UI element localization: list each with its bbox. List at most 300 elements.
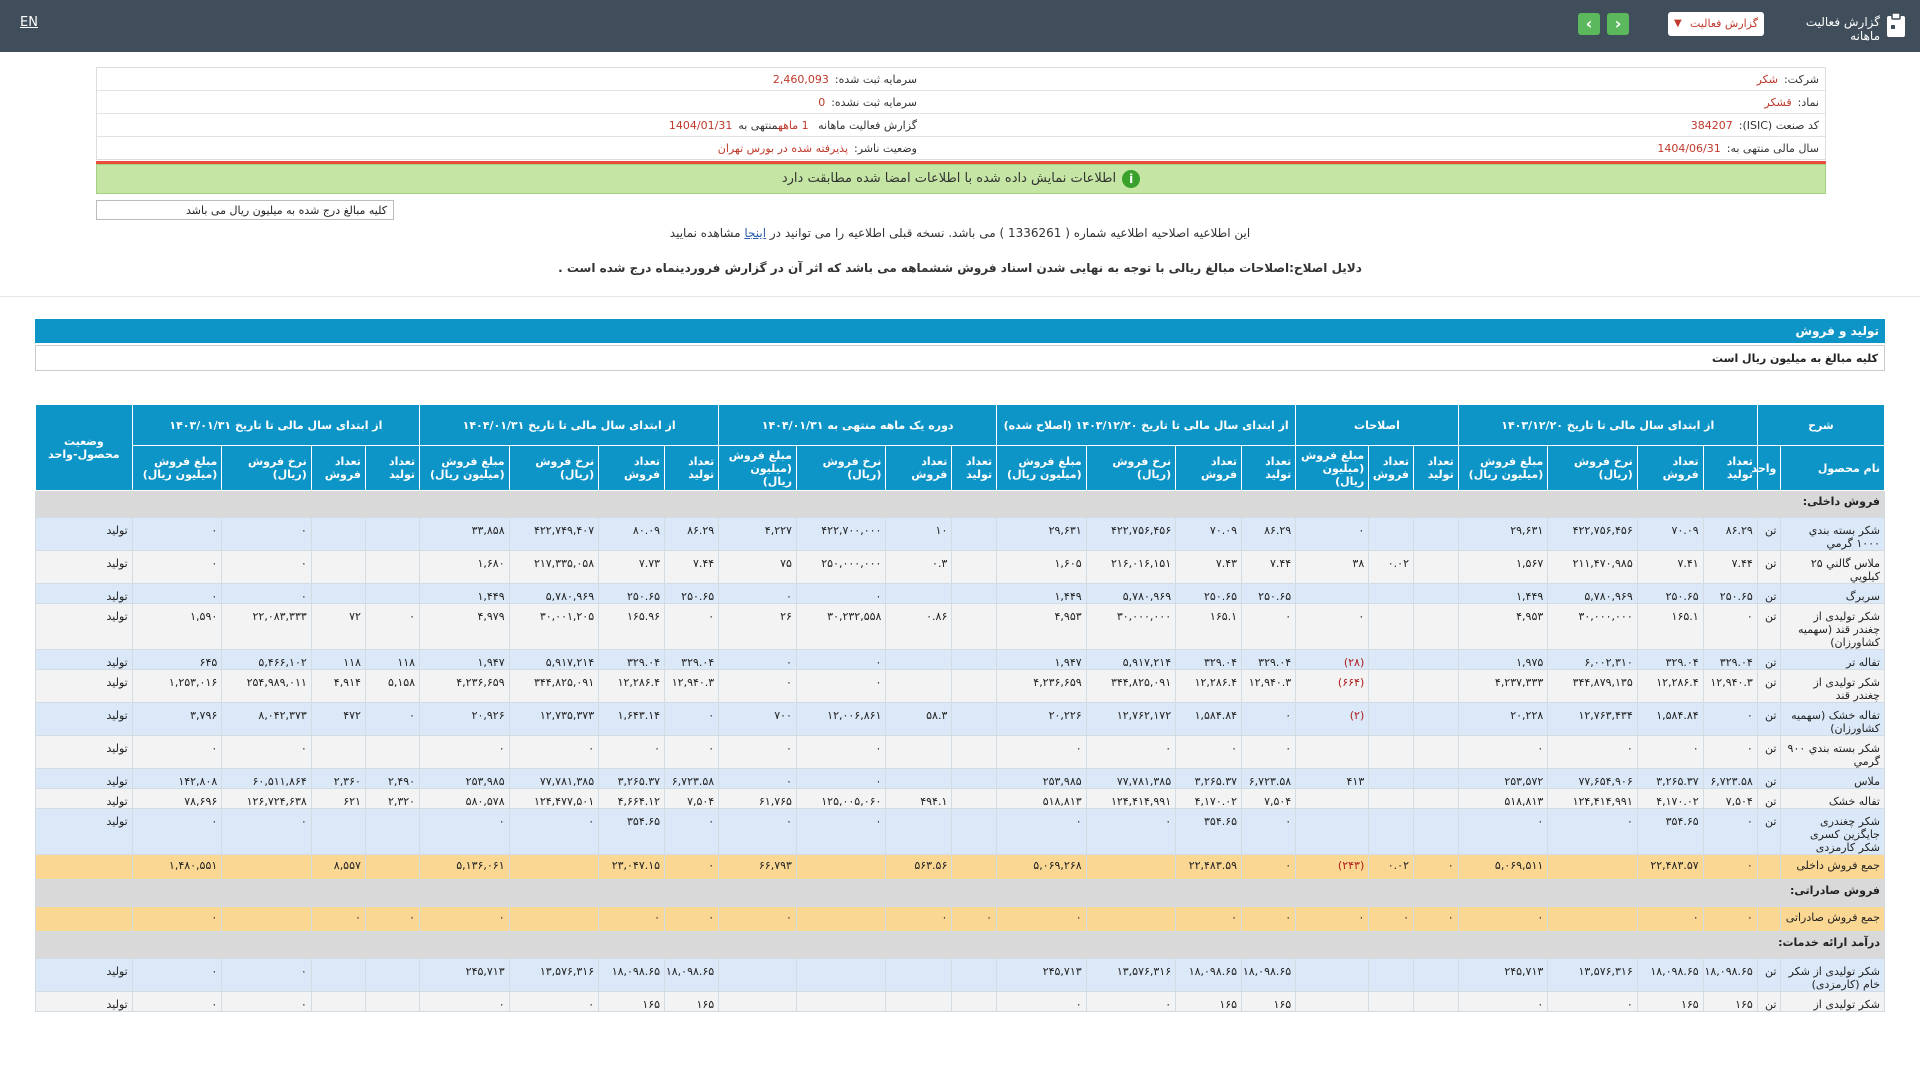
isic-label: کد صنعت (ISIC): (1738, 119, 1819, 132)
table-cell: ۰ (509, 736, 598, 769)
table-cell: ۶۲۱ (311, 789, 365, 809)
table-cell: تفاله تر (1781, 650, 1885, 670)
table-cell (222, 855, 311, 880)
table-cell: ۰ (719, 584, 797, 604)
table-cell (1413, 703, 1458, 736)
table-cell: ۲۰,۲۲۸ (1458, 703, 1548, 736)
table-cell (1548, 855, 1637, 880)
table-cell: ۳۲۹.۰۴ (1242, 650, 1296, 670)
table-column-header: تعداد تولید (952, 446, 997, 491)
table-cell: ۰ (1413, 907, 1458, 932)
table-cell (1413, 584, 1458, 604)
table-cell: ۰ (1703, 604, 1757, 650)
table-cell: ۰ (132, 959, 222, 992)
table-cell: ۷۵ (719, 551, 797, 584)
table-cell: ۰ (997, 907, 1087, 932)
table-cell: ۰ (132, 736, 222, 769)
table-cell: ۱,۶۸۰ (420, 551, 510, 584)
table-cell (1369, 769, 1414, 789)
table-cell: ۰ (796, 650, 885, 670)
table-row (36, 992, 1885, 1012)
table-cell: ۲۲,۴۸۳.۵۷ (1637, 855, 1703, 880)
table-cell: تولید (36, 650, 133, 670)
table-cell: ۰ (222, 959, 311, 992)
table-cell (796, 959, 885, 992)
table-cell: ۵,۹۱۷,۲۱۴ (1086, 650, 1175, 670)
table-column-header: مبلغ فروش (میلیون ریال) (1296, 446, 1369, 491)
table-cell: ۰ (719, 650, 797, 670)
table-cell: ۴۱۳ (1296, 769, 1369, 789)
table-cell (1369, 809, 1414, 855)
table-cell: ۲۹,۶۳۱ (1458, 518, 1548, 551)
table-cell: تن (1757, 584, 1781, 604)
table-cell: ۸۶.۲۹ (1242, 518, 1296, 551)
table-cell: ۰ (1703, 907, 1757, 932)
table-cell: ۷.۴۴ (1703, 551, 1757, 584)
table-cell: ۰ (420, 907, 510, 932)
table-cell: جمع فروش صادراتی (1781, 907, 1885, 932)
table-cell: ۳۵۴.۶۵ (1176, 809, 1242, 855)
table-cell (509, 855, 598, 880)
capital-registered-label: سرمایه ثبت شده: (834, 73, 917, 86)
table-column-header: نرخ فروش (ریال) (1548, 446, 1637, 491)
period-label: گزارش فعالیت ماهانه (818, 119, 917, 132)
table-cell: ۲۳,۰۴۷.۱۵ (599, 855, 665, 880)
table-cell: ۰ (599, 736, 665, 769)
table-section-label: فروش داخلی: (36, 491, 1885, 518)
table-cell: ۴,۱۷۰.۰۲ (1176, 789, 1242, 809)
table-cell: ۵۶۳.۵۶ (886, 855, 952, 880)
table-cell: تولید (36, 604, 133, 650)
table-group-header-cell: از ابتدای سال مالی تا تاریخ ۱۴۰۴/۰۱/۳۱ (420, 405, 719, 446)
table-cell: ۰ (1296, 604, 1369, 650)
table-cell: ۰ (665, 907, 719, 932)
table-cell: ۰ (665, 604, 719, 650)
table-cell: ۱,۴۸۰,۵۵۱ (132, 855, 222, 880)
table-column-header: تعداد تولید (1242, 446, 1296, 491)
table-cell: ۱۲۴,۴۱۴,۹۹۱ (1086, 789, 1175, 809)
table-cell: ۰ (1413, 855, 1458, 880)
table-cell (1369, 604, 1414, 650)
report-type-value: گزارش فعالیت (1690, 17, 1758, 30)
table-cell: ۰ (1242, 703, 1296, 736)
table-cell: تن (1757, 789, 1781, 809)
table-cell: ۳,۲۶۵.۳۷ (1637, 769, 1703, 789)
table-cell: ۴,۹۱۴ (311, 670, 365, 703)
table-cell: ۳۵۴.۶۵ (1637, 809, 1703, 855)
table-cell: ۱۸,۰۹۸.۶۵ (599, 959, 665, 992)
table-cell: ۶۱,۷۶۵ (719, 789, 797, 809)
table-cell: ۸,۰۴۲,۳۷۳ (222, 703, 311, 736)
table-cell: ۴,۲۲۷ (719, 518, 797, 551)
table-column-header: تعداد تولید (1703, 446, 1757, 491)
table-cell: ۰ (886, 907, 952, 932)
table-cell: ۰ (311, 907, 365, 932)
table-cell: ۷۲ (311, 604, 365, 650)
table-cell: ۴,۹۵۳ (997, 604, 1087, 650)
table-cell: ۳۲۹.۰۴ (599, 650, 665, 670)
table-cell: ۳۴۴,۸۲۵,۰۹۱ (509, 670, 598, 703)
info-row (97, 137, 1825, 159)
table-cell: ۰.۰۲ (1369, 551, 1414, 584)
table-cell: تفاله خشک (سهمیه کشاورزان) (1781, 703, 1885, 736)
table-cell: ۰ (997, 736, 1087, 769)
table-cell: ۰ (599, 907, 665, 932)
table-cell (1296, 992, 1369, 1012)
table-cell: شکر تولیدی از چغندر قند (1781, 670, 1885, 703)
table-cell: شکر تولیدی از (1781, 992, 1885, 1012)
table-cell (952, 959, 997, 992)
table-cell: ۱۶۵ (665, 992, 719, 1012)
table-cell: ۷۰.۰۹ (1176, 518, 1242, 551)
table-cell (1296, 809, 1369, 855)
table-cell (365, 809, 419, 855)
table-cell (1413, 551, 1458, 584)
table-cell (311, 584, 365, 604)
table-column-header: مبلغ فروش (میلیون ریال) (420, 446, 510, 491)
table-cell: ۳۴۴,۸۷۹,۱۳۵ (1548, 670, 1637, 703)
table-cell: ۲۵۰.۶۵ (599, 584, 665, 604)
publisher-status-value: پذیرفته شده در بورس تهران (717, 142, 849, 155)
table-cell: ملاس گالني ۲۵ كيلويي (1781, 551, 1885, 584)
table-column-header: واحد (1757, 446, 1781, 491)
table-cell: ۰ (796, 584, 885, 604)
table-cell: ۲۲,۴۸۳.۵۹ (1176, 855, 1242, 880)
table-cell: ۱,۵۶۷ (1458, 551, 1548, 584)
table-cell: ۱,۴۴۹ (420, 584, 510, 604)
table-cell: ۰ (1458, 992, 1548, 1012)
info-row (97, 68, 1825, 91)
table-cell: ۶۰,۵۱۱,۸۶۴ (222, 769, 311, 789)
table-cell: ۰ (1369, 907, 1414, 932)
table-column-header: تعداد تولید (365, 446, 419, 491)
table-cell: ۵,۱۵۸ (365, 670, 419, 703)
table-cell (1296, 789, 1369, 809)
table-cell (1413, 650, 1458, 670)
table-cell: ۰ (1637, 907, 1703, 932)
table-cell: ۰ (222, 992, 311, 1012)
table-cell: ۴۹۴.۱ (886, 789, 952, 809)
table-cell: ۰ (665, 809, 719, 855)
table-cell: ۰ (1242, 855, 1296, 880)
fiscal-year-label: سال مالی منتهی به: (1726, 142, 1819, 155)
prev-arrow-button[interactable]: ‹ (1578, 13, 1600, 35)
table-cell: ۲۰,۹۲۶ (420, 703, 510, 736)
table-cell: ملاس (1781, 769, 1885, 789)
table-group-header-cell: دوره یک ماهه منتهی به ۱۴۰۴/۰۱/۳۱ (719, 405, 997, 446)
table-cell: ۳,۲۶۵.۳۷ (1176, 769, 1242, 789)
table-cell: ۱۲۵,۰۰۵,۰۶۰ (796, 789, 885, 809)
table-cell: ۰.۰۲ (1369, 855, 1414, 880)
table-cell: ۳۰,۰۰۰,۰۰۰ (1548, 604, 1637, 650)
info-row (97, 114, 1825, 137)
table-cell: ۳۲۹.۰۴ (1703, 650, 1757, 670)
table-cell: ۲۵۰.۶۵ (1703, 584, 1757, 604)
table-cell: ۳۰,۰۰۰,۰۰۰ (1086, 604, 1175, 650)
table-cell: ۴۲۲,۷۰۰,۰۰۰ (796, 518, 885, 551)
table-cell (886, 769, 952, 789)
unit-note: کلیه مبالغ درج شده به میلیون ریال می باشد (96, 200, 394, 220)
table-cell (311, 992, 365, 1012)
table-cell (952, 809, 997, 855)
table-cell: ۱۸,۰۹۸.۶۵ (665, 959, 719, 992)
table-cell (952, 703, 997, 736)
table-cell (1369, 959, 1414, 992)
clipboard-icon (1886, 12, 1906, 38)
table-cell: ۲۵۰.۶۵ (1176, 584, 1242, 604)
table-cell (719, 959, 797, 992)
table-cell (1413, 809, 1458, 855)
table-cell: ۶,۷۲۳.۵۸ (1703, 769, 1757, 789)
table-cell: ۰ (509, 809, 598, 855)
table-cell: ۰ (665, 703, 719, 736)
table-cell: ۰ (997, 809, 1087, 855)
table-cell: ۱۳,۵۷۶,۳۱۶ (509, 959, 598, 992)
table-cell: ۱۸,۰۹۸.۶۵ (1703, 959, 1757, 992)
table-cell: ۴,۱۷۰.۰۲ (1637, 789, 1703, 809)
table-cell: ۲,۳۲۰ (365, 789, 419, 809)
table-cell: تن (1757, 670, 1781, 703)
table-cell: ۱۲,۲۸۶.۴ (599, 670, 665, 703)
table-cell (952, 855, 997, 880)
table-cell: ۷.۴۴ (665, 551, 719, 584)
table-cell: ۵,۷۸۰,۹۶۹ (1086, 584, 1175, 604)
chevron-down-icon: ▼ (1674, 18, 1682, 29)
table-row (36, 584, 1885, 604)
table-cell: ۸۶.۲۹ (1703, 518, 1757, 551)
table-cell: ۴,۹۵۳ (1458, 604, 1548, 650)
table-cell: (۲۸) (1296, 650, 1369, 670)
table-cell: ۳۳,۸۵۸ (420, 518, 510, 551)
table-cell: تن (1757, 551, 1781, 584)
capital-registered-value: 2,460,093 (772, 73, 829, 86)
period-end-label: منتهی به (738, 119, 779, 132)
section-title: تولید و فروش (35, 319, 1885, 343)
table-cell: ۰ (1242, 809, 1296, 855)
previous-version-link[interactable]: اینجا (744, 226, 767, 240)
table-cell: ۱۲,۹۴۰.۳ (1242, 670, 1296, 703)
table-section-row (36, 932, 1885, 959)
table-cell: ۱۲,۷۶۳,۴۳۴ (1548, 703, 1637, 736)
table-cell (952, 604, 997, 650)
table-cell: ۱۲,۷۶۲,۱۷۲ (1086, 703, 1175, 736)
company-value[interactable]: شکر (1756, 73, 1778, 86)
table-cell: ۶,۷۲۳.۵۸ (665, 769, 719, 789)
table-row (36, 650, 1885, 670)
table-cell: ۱,۴۴۹ (997, 584, 1087, 604)
table-cell: ۷.۴۳ (1176, 551, 1242, 584)
table-cell: ۰ (1242, 604, 1296, 650)
table-cell: ۰ (1703, 855, 1757, 880)
table-cell: ۶۶,۷۹۳ (719, 855, 797, 880)
table-cell (952, 992, 997, 1012)
table-cell: ۸,۵۵۷ (311, 855, 365, 880)
table-cell: ۲۱۶,۰۱۶,۱۵۱ (1086, 551, 1175, 584)
period-end-value: 1404/01/31 (668, 119, 733, 132)
table-cell: ۰ (509, 992, 598, 1012)
table-column-header: تعداد تولید (665, 446, 719, 491)
table-cell: ۰ (132, 809, 222, 855)
table-cell (311, 518, 365, 551)
table-cell (1086, 855, 1175, 880)
table-cell: ۱۶۵.۱ (1176, 604, 1242, 650)
table-cell (952, 518, 997, 551)
table-total-row (36, 855, 1885, 880)
table-cell: ۱,۹۷۵ (1458, 650, 1548, 670)
table-cell: ۴۲۲,۷۵۶,۴۵۶ (1086, 518, 1175, 551)
table-cell: ۳۴۴,۸۲۵,۰۹۱ (1086, 670, 1175, 703)
table-cell: ۲۵۳,۵۷۲ (1458, 769, 1548, 789)
table-cell: ۲۴۵,۷۱۳ (1458, 959, 1548, 992)
table-cell: ۳۰,۲۳۲,۵۵۸ (796, 604, 885, 650)
table-cell: ۰ (1242, 736, 1296, 769)
table-cell (311, 551, 365, 584)
table-group-header-cell: از ابتدای سال مالی تا تاریخ ۱۴۰۳/۱۲/۲۰ (اصلاح شده) (997, 405, 1296, 446)
info-row (97, 91, 1825, 114)
table-cell (1413, 736, 1458, 769)
table-cell (36, 907, 133, 932)
table-cell (952, 670, 997, 703)
table-cell: ۷,۵۰۴ (1242, 789, 1296, 809)
table-cell: ۸۰.۰۹ (599, 518, 665, 551)
table-cell: ۱۳,۵۷۶,۳۱۶ (1086, 959, 1175, 992)
table-cell: ۶,۰۰۲,۳۱۰ (1548, 650, 1637, 670)
production-sales-table-wrap (35, 404, 1885, 1012)
table-cell: ۵,۴۶۶,۱۰۲ (222, 650, 311, 670)
table-cell: ۰ (1176, 907, 1242, 932)
table-cell: ۰ (796, 670, 885, 703)
table-cell: شکر تولیدی از چغندر قند (سهمیه کشاورزان) (1781, 604, 1885, 650)
table-cell: جمع فروش داخلی (1781, 855, 1885, 880)
capital-unregistered-label: سرمایه ثبت نشده: (831, 96, 917, 109)
table-cell (311, 809, 365, 855)
symbol-value[interactable]: قشکر (1764, 96, 1792, 109)
table-cell (886, 670, 952, 703)
table-cell: ۴,۲۳۷,۳۳۳ (1458, 670, 1548, 703)
table-cell: ۰ (719, 907, 797, 932)
table-cell: ۷,۵۰۴ (665, 789, 719, 809)
table-cell: تفاله خشک (1781, 789, 1885, 809)
table-cell: ۱۲,۹۴۰.۳ (665, 670, 719, 703)
table-group-header-cell: اصلاحات (1296, 405, 1459, 446)
table-cell: ۰ (1637, 736, 1703, 769)
table-cell (1548, 907, 1637, 932)
symbol-label: نماد: (1797, 96, 1819, 109)
table-cell: ۲۱۷,۳۳۵,۰۵۸ (509, 551, 598, 584)
table-row (36, 551, 1885, 584)
table-cell: شکر بسته بندي ۱۰۰۰ گرمي (1781, 518, 1885, 551)
table-cell (886, 650, 952, 670)
table-cell: ۷.۷۳ (599, 551, 665, 584)
table-cell (365, 551, 419, 584)
table-cell: ۳۸ (1296, 551, 1369, 584)
table-cell: ۵۱۸,۸۱۳ (1458, 789, 1548, 809)
next-arrow-button[interactable]: › (1607, 13, 1629, 35)
table-cell: ۰ (952, 907, 997, 932)
table-cell: ۰ (796, 769, 885, 789)
table-cell: ۴۲۲,۷۵۶,۴۵۶ (1548, 518, 1637, 551)
table-cell: ۲۰,۲۲۶ (997, 703, 1087, 736)
table-column-header: نرخ فروش (ریال) (222, 446, 311, 491)
table-total-row (36, 907, 1885, 932)
table-cell (365, 959, 419, 992)
report-type-select[interactable] (1668, 12, 1764, 36)
table-cell: ۰ (222, 809, 311, 855)
table-cell: ۷۰.۰۹ (1637, 518, 1703, 551)
table-cell: ۱۸,۰۹۸.۶۵ (1637, 959, 1703, 992)
table-cell: ۷۷,۷۸۱,۳۸۵ (509, 769, 598, 789)
table-section-label: درآمد ارائه خدمات: (36, 932, 1885, 959)
table-cell: ۲۲,۰۸۳,۳۳۳ (222, 604, 311, 650)
table-cell: ۱,۲۵۳,۰۱۶ (132, 670, 222, 703)
table-cell: ۳۲۹.۰۴ (1637, 650, 1703, 670)
table-cell (1757, 855, 1781, 880)
table-cell (952, 736, 997, 769)
table-cell: ۱,۶۴۳.۱۴ (599, 703, 665, 736)
table-cell: ۵,۹۱۷,۲۱۴ (509, 650, 598, 670)
table-cell: تولید (36, 736, 133, 769)
table-cell: ۵,۱۳۶,۰۶۱ (420, 855, 510, 880)
table-column-header: تعداد فروش (1637, 446, 1703, 491)
table-cell: ۱۶۵.۹۶ (599, 604, 665, 650)
page-title: گزارش فعالیت ماهانه (1805, 15, 1880, 43)
table-cell: ۵,۰۶۹,۲۶۸ (997, 855, 1087, 880)
table-cell (1413, 789, 1458, 809)
language-switch[interactable]: EN (20, 15, 38, 30)
table-cell (365, 584, 419, 604)
table-cell: ۰ (719, 736, 797, 769)
table-cell (1296, 959, 1369, 992)
table-column-header: مبلغ فروش (میلیون ریال) (132, 446, 222, 491)
table-cell (796, 907, 885, 932)
table-cell: ۱,۴۴۹ (1458, 584, 1548, 604)
table-cell: ۲۵۰,۰۰۰,۰۰۰ (796, 551, 885, 584)
table-cell (365, 855, 419, 880)
table-cell: ۰ (1548, 736, 1637, 769)
table-cell: ۱,۶۰۵ (997, 551, 1087, 584)
table-section-row (36, 880, 1885, 907)
divider (0, 296, 1920, 297)
table-row (36, 769, 1885, 789)
table-cell: ۰ (1703, 809, 1757, 855)
table-cell: ۰ (1548, 992, 1637, 1012)
table-cell: تولید (36, 959, 133, 992)
table-cell: ۱۸,۰۹۸.۶۵ (1176, 959, 1242, 992)
table-cell: ۷۷,۶۵۴,۹۰۶ (1548, 769, 1637, 789)
amendment-reason: دلایل اصلاح:اصلاحات مبالغ ریالی با توجه به نهایی شدن اسناد فروش ششماهه می باشد که اثر آن در گزارش فروردینماه درج شده است . (558, 261, 1362, 275)
table-cell (1369, 650, 1414, 670)
production-sales-table (35, 404, 1885, 1012)
table-cell: ۱۶۵ (1703, 992, 1757, 1012)
table-cell: تولید (36, 769, 133, 789)
table-cell: ۰ (719, 809, 797, 855)
company-info-panel (96, 67, 1826, 160)
table-cell: ۰ (365, 604, 419, 650)
table-cell: تولید (36, 518, 133, 551)
table-cell: ۴,۲۳۶,۶۵۹ (420, 670, 510, 703)
amendment-text-b: مشاهده نمایید (669, 226, 741, 240)
table-cell (796, 855, 885, 880)
table-cell: ۰ (365, 907, 419, 932)
table-cell: ۱۶۵ (1242, 992, 1296, 1012)
table-group-header-cell: شرح (1757, 405, 1884, 446)
table-cell: تولید (36, 551, 133, 584)
table-cell: ۱۲۴,۴۷۷,۵۰۱ (509, 789, 598, 809)
table-cell (509, 907, 598, 932)
table-group-header (36, 405, 1885, 446)
table-group-header-cell: از ابتدای سال مالی تا تاریخ ۱۴۰۳/۰۱/۳۱ (132, 405, 419, 446)
table-cell: ۰ (1458, 736, 1548, 769)
